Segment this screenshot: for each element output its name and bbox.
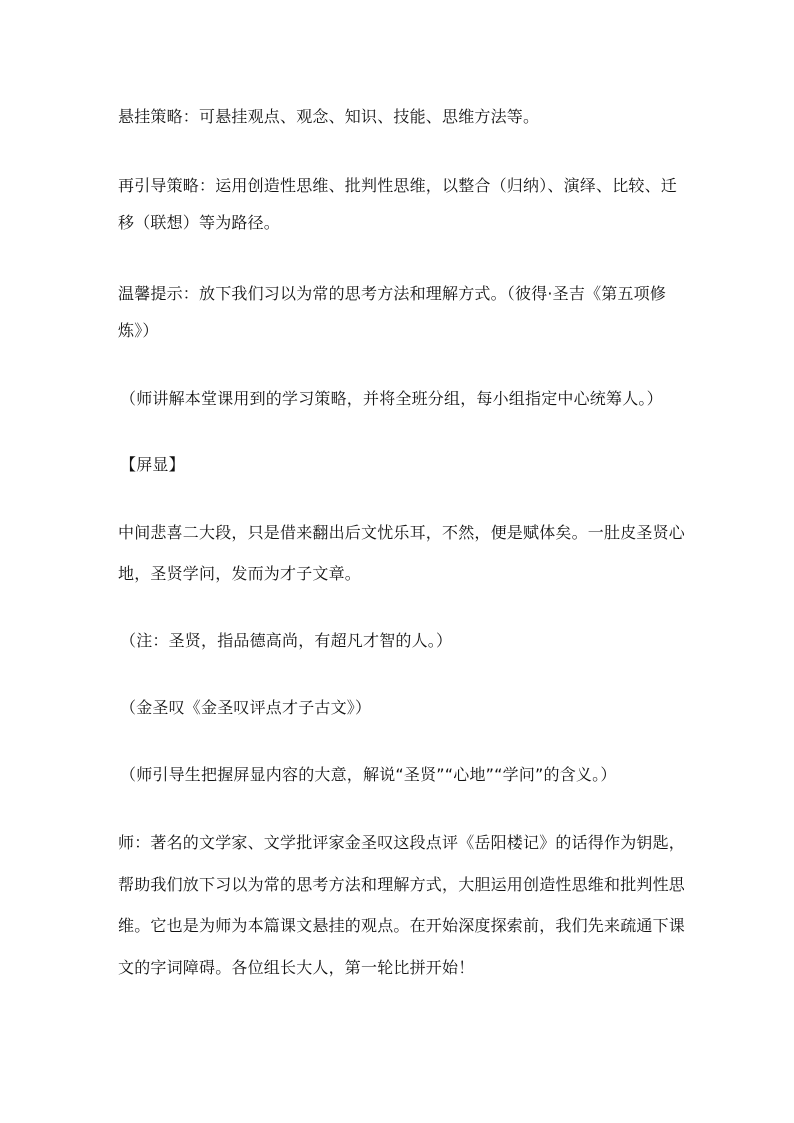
paragraph-teacher-speech-line-2: 帮助我们放下习以为常的思考方法和理解方式，大胆运用创造性思维和批判性思 xyxy=(118,875,686,894)
paragraph-reminder-line-1: 温馨提示：放下我们习以为常的思考方法和理解方式。（彼得·圣吉《第五项修 xyxy=(118,284,667,303)
section-heading-screen-display: 【屏显】 xyxy=(120,455,185,474)
paragraph-hanging-strategy: 悬挂策略：可悬挂观点、观念、知识、技能、思维方法等。 xyxy=(118,107,540,126)
paragraph-teacher-speech-line-1: 师：著名的文学家、文学批评家金圣叹这段点评《岳阳楼记》的话得作为钥匙， xyxy=(118,833,686,852)
paragraph-quote-line-1: 中间悲喜二大段，只是借来翻出后文忧乐耳，不然，便是赋体矣。一肚皮圣贤心 xyxy=(118,523,686,542)
paragraph-teacher-speech-line-4: 文的字词障碍。各位组长大人，第一轮比拼开始！ xyxy=(118,958,475,977)
paragraph-note: （注：圣贤，指品德高尚，有超凡才智的人。） xyxy=(120,631,453,650)
paragraph-reminder-line-2: 炼》） xyxy=(118,321,159,340)
paragraph-teacher-explains-strategy: （师讲解本堂课用到的学习策略，并将全班分组，每小组指定中心统筹人。） xyxy=(120,389,663,408)
paragraph-teacher-guides-meaning: （师引导生把握屏显内容的大意，解说“圣贤”“心地”“学问”的含义。） xyxy=(120,765,617,784)
paragraph-teacher-speech-line-3: 维。它也是为师为本篇课文悬挂的观点。在开始深度探索前，我们先来疏通下课 xyxy=(118,916,686,935)
paragraph-guidance-strategy-line-1: 再引导策略：运用创造性思维、批判性思维，以整合（归纳）、演绎、比较、迁 xyxy=(118,176,678,195)
paragraph-guidance-strategy-line-2: 移（联想）等为路径。 xyxy=(118,213,281,232)
paragraph-citation: （金圣叹《金圣叹评点才子古文》） xyxy=(120,698,372,717)
paragraph-quote-line-2: 地，圣贤学问，发而为才子文章。 xyxy=(118,564,362,583)
